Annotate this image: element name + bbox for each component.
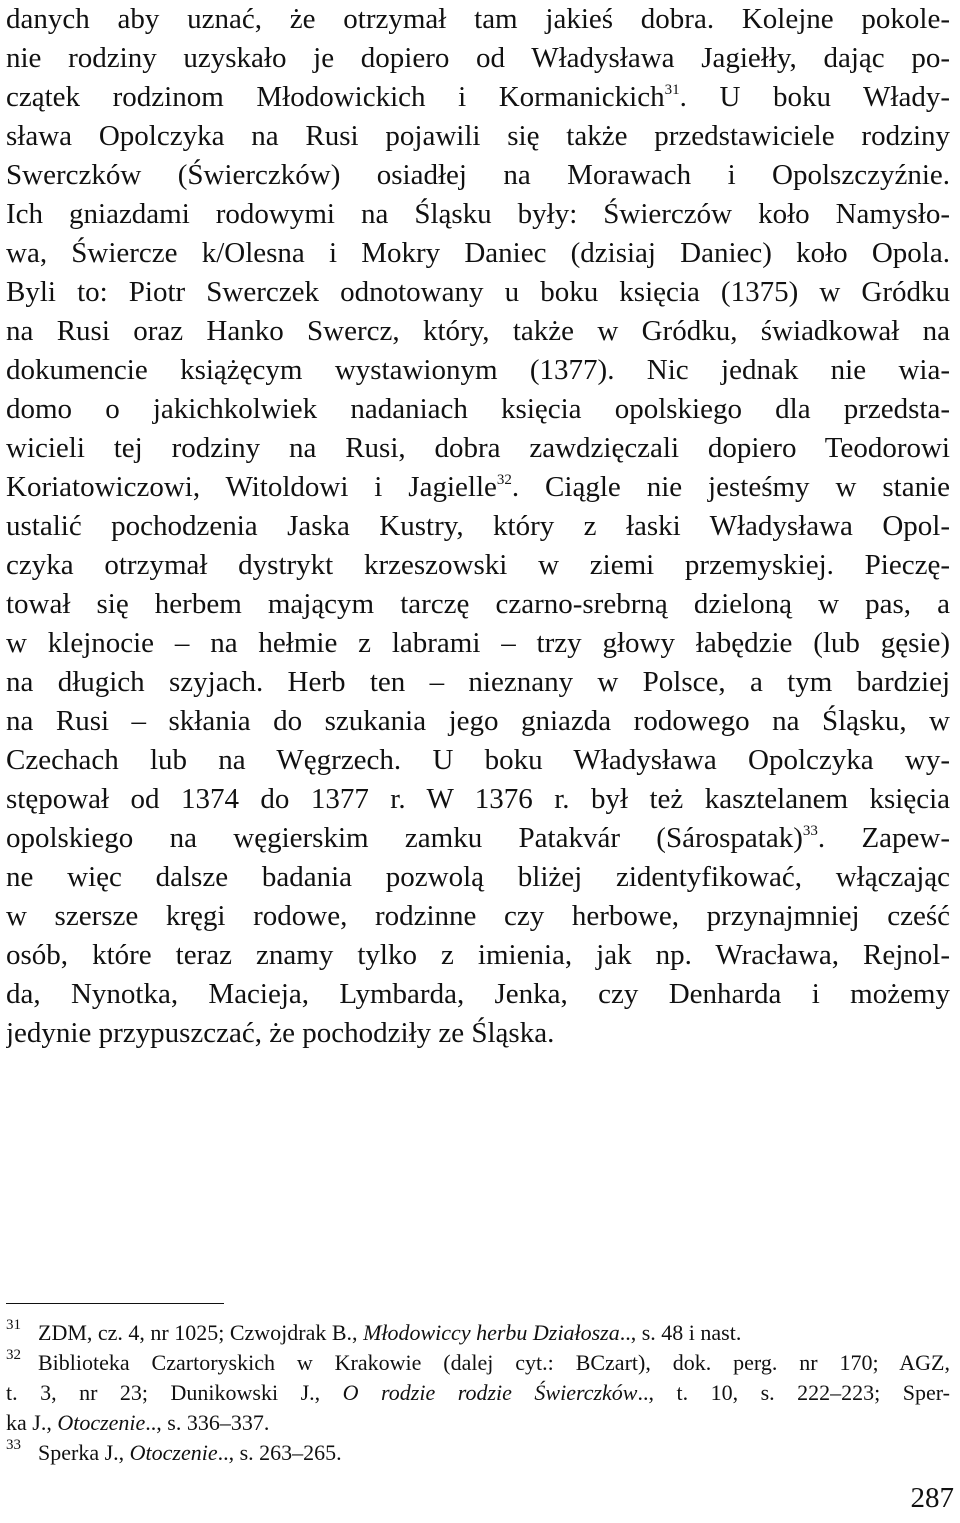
text-run: Koriatowiczowi, Witoldowi i Jagielle — [6, 471, 497, 503]
text-line: wicieli tej rodziny na Rusi, dobra zawdzięczali dopiero Teodorowi — [6, 432, 950, 464]
text-line: Swerczków (Świerczków) osiadłej na Morawach i Opolszczyźnie. — [6, 159, 950, 191]
text-line: w szersze kręgi rodowe, rodzinne czy herbowe, przynajmniej cześć — [6, 900, 950, 932]
text-line: Ich gniazdami rodowymi na Śląsku były: Świerczów koło Namysło- — [6, 198, 950, 230]
text-line: ne więc dalsze badania pozwolą bliżej zidentyfikować, włączając — [6, 861, 950, 893]
main-text — [6, 0, 950, 1053]
footnote-line — [38, 1318, 950, 1348]
footnote-text: .., s. 48 i nast. — [619, 1320, 742, 1345]
text-line: domo o jakichkolwiek nadaniach księcia opolskiego dla przedsta- — [6, 393, 950, 425]
footnote-text: .., s. 263–265. — [217, 1440, 342, 1465]
text-line: na Rusi oraz Hanko Swercz, który, także w Gródku, świadkował na — [6, 315, 950, 347]
footnote-text: ka J., — [6, 1410, 58, 1435]
text-line: dokumencie książęcym wystawionym (1377). Nic jednak nie wia- — [6, 354, 950, 386]
text-line: ustalić pochodzenia Jaska Kustry, który z łaski Władysława Opol- — [6, 510, 950, 542]
footnote-line: Biblioteka Czartoryskich w Krakowie (dalej cyt.: BCzart), dok. perg. nr 170; AGZ, — [38, 1350, 950, 1375]
text-line: wa, Świercze k/Olesna i Mokry Daniec (dzisiaj Daniec) koło Opola. — [6, 237, 950, 269]
footnote-line — [6, 1408, 950, 1438]
text-line — [6, 468, 950, 507]
text-line: Czechach lub na Węgrzech. U boku Władysława Opolczyka wy- — [6, 744, 950, 776]
footnote-text: Sperka J., — [38, 1440, 130, 1465]
footnote-text: .., t. 10, s. 222–223; Sper- — [637, 1380, 950, 1405]
footnote-number: 33 — [6, 1437, 21, 1453]
footnote-line — [6, 1378, 950, 1408]
footnote-32 — [6, 1348, 950, 1438]
footnote-title: Otoczenie — [129, 1440, 218, 1465]
footnote-text: t. 3, nr 23; Dunikowski J., — [6, 1380, 343, 1405]
footnote-title: Młodowiccy herbu Działosza — [363, 1320, 620, 1345]
footnote-text: ZDM, cz. 4, nr 1025; Czwojdrak B., — [38, 1320, 364, 1345]
text-line: danych aby uznać, że otrzymał tam jakieś dobra. Kolejne pokole- — [6, 3, 950, 35]
footnote-number: 32 — [6, 1347, 21, 1363]
footnote-title: Otoczenie — [57, 1410, 146, 1435]
text-line: sława Opolczyka na Rusi pojawili się także przedstawiciele rodziny — [6, 120, 950, 152]
text-line: osób, które teraz znamy tylko z imienia, jak np. Wracława, Rejnol- — [6, 939, 950, 971]
text-line: w klejnocie – na hełmie z labrami – trzy głowy łabędzie (lub gęsie) — [6, 627, 950, 659]
footnote-title: O rodzie rodzie Świerczków — [342, 1380, 638, 1405]
text-run: czątek rodzinom Młodowickich i Kormanickich — [6, 81, 665, 113]
text-line: da, Nynotka, Macieja, Lymbarda, Jenka, czy Denharda i możemy — [6, 978, 950, 1010]
text-line — [6, 78, 950, 117]
footnotes — [6, 1318, 950, 1468]
text-line: stępował od 1374 do 1377 r. W 1376 r. był też kasztelanem księcia — [6, 783, 950, 815]
footnote-ref-32[interactable]: 32 — [496, 472, 512, 488]
footnote-text: .., s. 336–337. — [145, 1410, 270, 1435]
text-line: na Rusi – skłania do szukania jego gniazda rodowego na Śląsku, w — [6, 705, 950, 737]
footnote-line — [38, 1438, 950, 1468]
text-line: Byli to: Piotr Swerczek odnotowany u boku księcia (1375) w Gródku — [6, 276, 950, 308]
text-run: . Zapew- — [817, 822, 950, 854]
text-line: nie rodziny uzyskało je dopiero od Władysława Jagiełły, dając po- — [6, 42, 950, 74]
text-run: . U boku Włady- — [679, 81, 950, 113]
text-line: na długich szyjach. Herb ten – nieznany w Polsce, a tym bardziej — [6, 666, 950, 698]
text-line: czyka otrzymał dystrykt krzeszowski w ziemi przemyskiej. Pieczę- — [6, 549, 950, 581]
footnote-31 — [6, 1318, 950, 1348]
footnote-separator — [6, 1303, 224, 1304]
footnote-33 — [6, 1438, 950, 1468]
text-run: opolskiego na węgierskim zamku Patakvár (Sárospatak) — [6, 822, 803, 854]
footnote-number: 31 — [6, 1317, 21, 1333]
text-line: tował się herbem mającym tarczę czarno-srebrną dzieloną w pas, a — [6, 588, 950, 620]
footnote-ref-33[interactable]: 33 — [802, 823, 818, 839]
footnote-ref-31[interactable]: 31 — [664, 82, 680, 98]
page-number: 287 — [910, 1482, 954, 1514]
text-run: . Ciągle nie jesteśmy w stanie — [511, 471, 950, 503]
text-line — [6, 819, 950, 858]
text-line: jedynie przypuszczać, że pochodziły ze Śląska. — [6, 1017, 555, 1049]
